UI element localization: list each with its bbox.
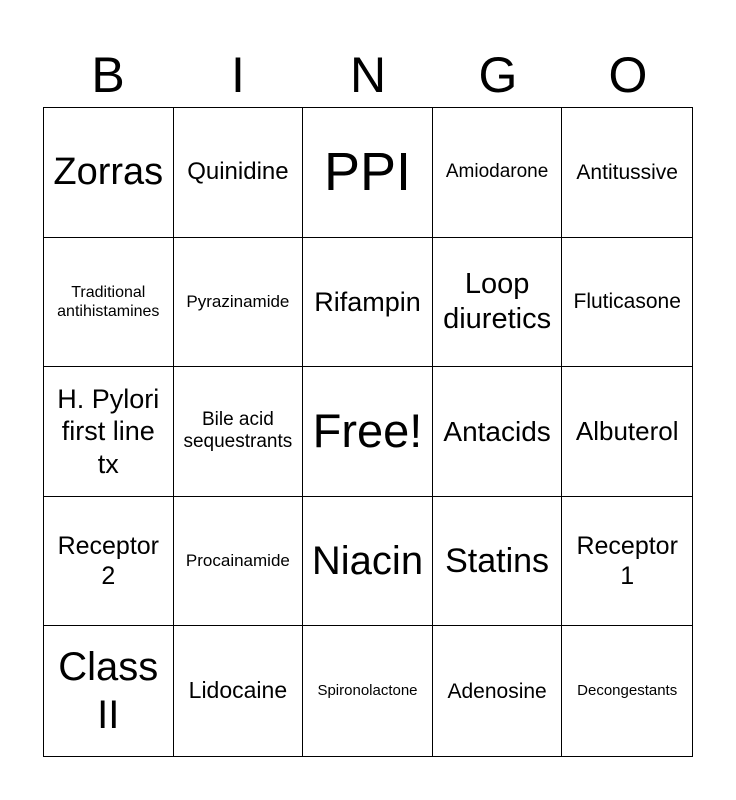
cell-label: Rifampin	[314, 286, 421, 317]
bingo-cell-loop-diuretics[interactable]	[433, 238, 563, 368]
bingo-cell-class-ii[interactable]	[44, 626, 174, 756]
cell-label: Antitussive	[576, 160, 678, 184]
cell-label: Receptor 2	[57, 532, 160, 591]
header-letter-i: I	[231, 47, 245, 103]
bingo-cell-quinidine[interactable]	[174, 108, 304, 238]
cell-label: Procainamide	[185, 550, 290, 570]
bingo-cell-receptor-2[interactable]	[44, 497, 174, 627]
cell-label: Receptor 1	[576, 532, 678, 591]
bingo-board	[43, 107, 693, 757]
bingo-cell-niacin[interactable]	[303, 497, 433, 627]
bingo-cell-bile-acid-sequestrants[interactable]	[174, 367, 304, 497]
cell-label: Traditional antihistamines	[57, 283, 160, 320]
bingo-cell-albuterol[interactable]	[562, 367, 692, 497]
bingo-cell-antitussive[interactable]	[562, 108, 692, 238]
bingo-header	[43, 44, 693, 106]
header-letter-b: B	[91, 47, 125, 103]
cell-label: Fluticasone	[573, 290, 681, 314]
cell-label: Zorras	[53, 150, 164, 193]
bingo-cell-fluticasone[interactable]	[562, 238, 692, 368]
bingo-cell-rifampin[interactable]	[303, 238, 433, 368]
bingo-cell-pyrazinamide[interactable]	[174, 238, 304, 368]
bingo-cell-h-pylori-first-line-tx[interactable]	[44, 367, 174, 497]
bingo-cell-adenosine[interactable]	[433, 626, 563, 756]
bingo-cell-amiodarone[interactable]	[433, 108, 563, 238]
cell-label: Antacids	[443, 415, 551, 447]
header-letter-o: O	[608, 47, 648, 103]
cell-label: Spironolactone	[317, 682, 418, 700]
cell-label: Albuterol	[575, 415, 679, 446]
cell-label: Quinidine	[187, 157, 289, 185]
cell-label: Bile acid sequestrants	[183, 408, 293, 453]
cell-label: PPI	[323, 141, 412, 202]
cell-label: Pyrazinamide	[186, 291, 290, 311]
bingo-cell-antacids[interactable]	[433, 367, 563, 497]
bingo-cell-ppi[interactable]	[303, 108, 433, 238]
bingo-cell-lidocaine[interactable]	[174, 626, 304, 756]
bingo-cell-zorras[interactable]	[44, 108, 174, 238]
cell-label: H. Pylori first line tx	[57, 383, 160, 479]
cell-label: Class II	[58, 645, 159, 738]
cell-label: Decongestants	[577, 682, 678, 700]
bingo-cell-statins[interactable]	[433, 497, 563, 627]
header-letter-g: G	[478, 47, 518, 103]
header-letter-n: N	[349, 47, 387, 103]
cell-label: Lidocaine	[188, 677, 288, 704]
cell-label: Adenosine	[447, 679, 547, 703]
bingo-cell-traditional-antihistamines[interactable]	[44, 238, 174, 368]
cell-label: Free!	[312, 404, 423, 458]
bingo-cell-decongestants[interactable]	[562, 626, 692, 756]
bingo-cell-free[interactable]	[303, 367, 433, 497]
cell-label: Niacin	[311, 539, 424, 584]
cell-label: Amiodarone	[445, 160, 549, 182]
bingo-cell-procainamide[interactable]	[174, 497, 304, 627]
cell-label: Loop diuretics	[443, 268, 552, 335]
bingo-cell-spironolactone[interactable]	[303, 626, 433, 756]
bingo-cell-receptor-1[interactable]	[562, 497, 692, 627]
cell-label: Statins	[445, 541, 550, 580]
